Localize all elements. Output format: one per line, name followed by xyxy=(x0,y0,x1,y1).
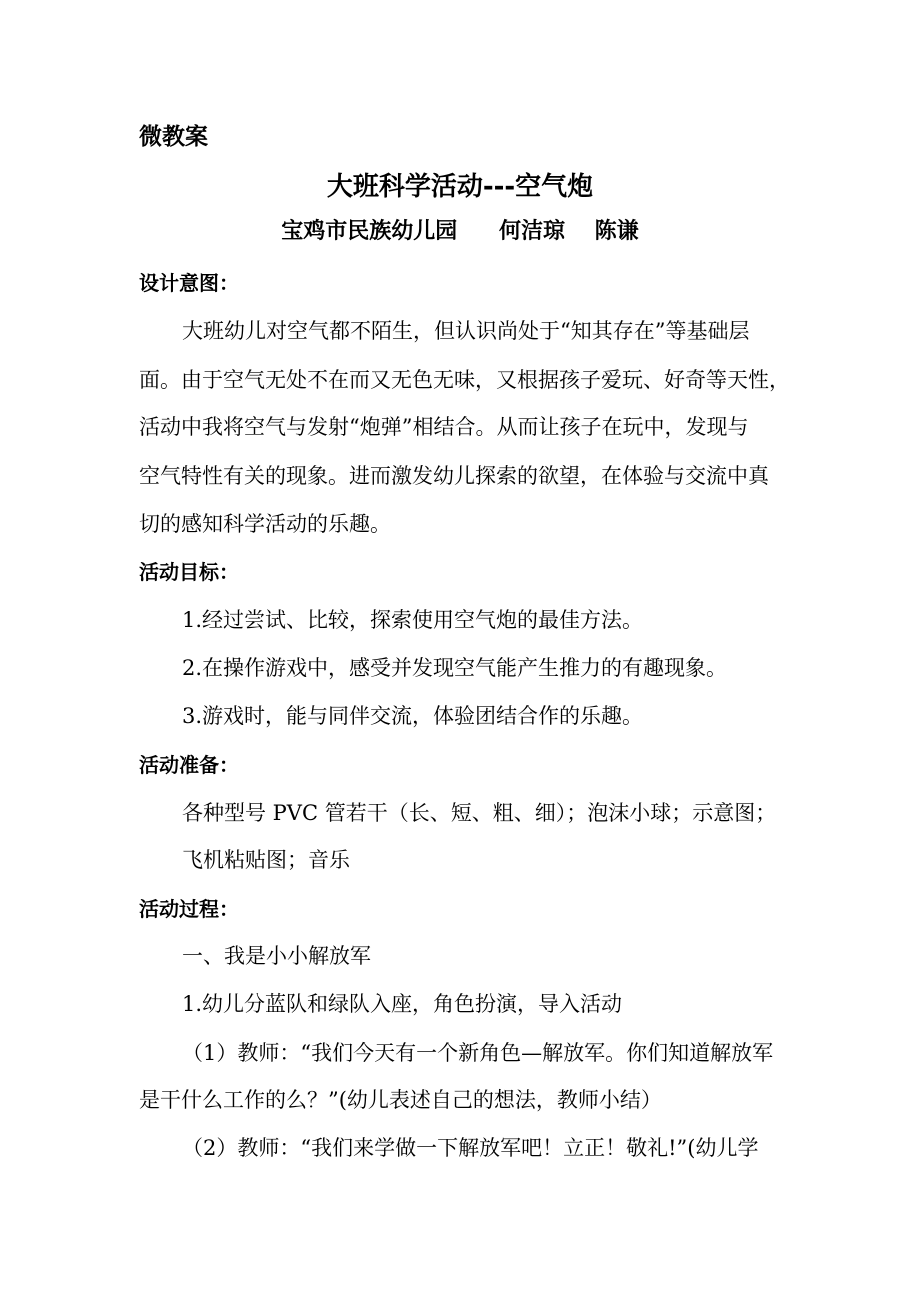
author-name-1: 何洁琼 xyxy=(498,219,565,244)
preparation-line: 各种型号 PVC 管若干（长、短、粗、细）；泡沫小球；示意图； xyxy=(182,801,777,825)
goal-item: 2.在操作游戏中，感受并发现空气能产生推力的有趣现象。 xyxy=(182,656,728,680)
process-step: 1.幼儿分蓝队和绿队入座，角色扮演，导入活动 xyxy=(182,992,623,1016)
goal-item: 1.经过尝试、比较，探索使用空气炮的最佳方法。 xyxy=(182,608,644,632)
goal-item: 3.游戏时，能与同伴交流，体验团结合作的乐趣。 xyxy=(182,704,644,728)
goals-heading: 活动目标： xyxy=(139,560,239,584)
author-school: 宝鸡市民族幼儿园 xyxy=(281,219,458,244)
design-intent-line: 面。由于空气无处不在而又无色无味，又根据孩子爱玩、好奇等天性， xyxy=(139,368,790,392)
preparation-heading: 活动准备： xyxy=(139,753,239,777)
process-substep-line: （1）教师：“我们今天有一个新角色—解放军。你们知道解放军 xyxy=(182,1041,774,1065)
document-label: 微教案 xyxy=(139,124,208,150)
process-heading: 活动过程： xyxy=(139,897,239,921)
design-intent-line: 切的感知科学活动的乐趣。 xyxy=(139,512,391,536)
design-intent-heading: 设计意图： xyxy=(139,271,239,295)
author-name-2: 陈谦 xyxy=(594,219,639,244)
process-substep-line: 是干什么工作的么？”(幼儿表述自己的想法，教师小结） xyxy=(139,1088,662,1112)
design-intent-line: 活动中我将空气与发射“炮弹”相结合。从而让孩子在玩中，发现与 xyxy=(139,415,749,439)
process-part-title: 一、我是小小解放军 xyxy=(182,944,371,968)
preparation-line: 飞机粘贴图；音乐 xyxy=(182,848,350,872)
process-substep-line: （2）教师：“我们来学做一下解放军吧！立正！敬礼!”(幼儿学 xyxy=(182,1136,759,1160)
design-intent-line: 大班幼儿对空气都不陌生，但认识尚处于“知其存在”等基础层 xyxy=(182,319,750,343)
design-intent-line: 空气特性有关的现象。进而激发幼儿探索的欲望，在体验与交流中真 xyxy=(139,464,769,488)
author-line xyxy=(0,216,920,248)
page-title: 大班科学活动---空气炮 xyxy=(326,172,594,202)
